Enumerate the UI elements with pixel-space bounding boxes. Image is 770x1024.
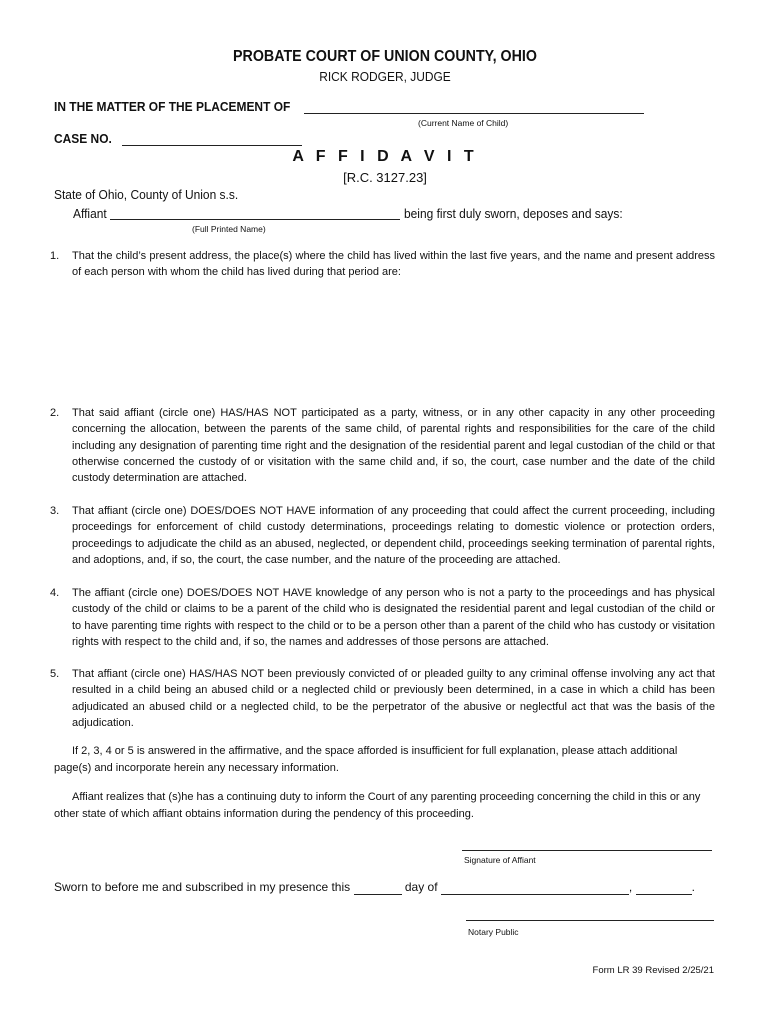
full-name-caption: (Full Printed Name) (192, 224, 266, 234)
item-text: That affiant (circle one) DOES/DOES NOT HAVE information of any proceeding that could affect the current proceeding, including proceedings for enforcement of child custody determinations, proceedings relating to domestic violence or protection orders, proceedings to adjudicate the child as an abused, neglected, or dependent child, proceedings seeking termination of parental rights, and adoptions, and, if so, the court, the case number, and the nature of the proceeding are attached. (72, 505, 715, 566)
item-number: 2. (50, 407, 60, 419)
child-name-field[interactable] (304, 113, 644, 114)
venue-line: State of Ohio, County of Union s.s. (54, 187, 239, 202)
item-4 (50, 585, 715, 650)
item-2 (50, 405, 715, 486)
court-name: PROBATE COURT OF UNION COUNTY, OHIO (233, 48, 537, 65)
additional-pages-paragraph: If 2, 3, 4 or 5 is answered in the affirmative, and the space afforded is insufficient for full explanation, please attach additional page(s) and incorporate herein any necessary information. (54, 745, 678, 774)
item-number: 3. (50, 505, 60, 517)
affiant-name-field[interactable] (110, 219, 400, 220)
case-no-label: CASE NO. (54, 131, 112, 146)
item-text: That the child’s present address, the place(s) where the child has lived within the last five years, and the name and present address of each person with whom the child has lived during that period are: (72, 250, 715, 279)
day-field[interactable] (354, 880, 402, 895)
sworn-statement: being first duly sworn, deposes and says: (404, 206, 623, 221)
item-number: 4. (50, 587, 60, 599)
judge-name: RICK RODGER, JUDGE (319, 69, 451, 84)
period: . (691, 880, 695, 894)
day-of-label: day of (404, 880, 438, 894)
child-name-caption: (Current Name of Child) (418, 118, 509, 128)
form-number: Form LR 39 Revised 2/25/21 (592, 965, 714, 976)
case-no-field[interactable] (122, 145, 302, 146)
affiant-label: Affiant (73, 206, 107, 221)
item-3 (50, 503, 715, 568)
notary-signature-line[interactable] (466, 920, 714, 921)
sworn-prefix: Sworn to before me and subscribed in my presence this (54, 880, 351, 894)
item-text: That affiant (circle one) HAS/HAS NOT been previously convicted of or pleaded guilty to any criminal offense involving any act that resulted in a child being an abused child or a neglected child or previously been determined, in a case in which a child has been adjudicated an abused child or a neglected child, to be the perpetrator of the abusive or neglectful act that was the basis of the adjudication. (72, 668, 715, 729)
item-text: That said affiant (circle one) HAS/HAS NOT participated as a party, witness, or in any other capacity in any other proceeding concerning the allocation, between the parents of the same child, of parental rights and responsibilities for the care of the child including any designation of parenting time right and the designation of the residential parent and legal custodian of the child or that otherwise concerned the custody of or visitation with the same child and, if so, the court, case number and the date of the child custody determination are attached. (72, 407, 715, 485)
comma: , (628, 880, 633, 894)
item-number: 5. (50, 668, 60, 680)
signature-caption: Signature of Affiant (464, 855, 536, 865)
item-1 (50, 248, 715, 281)
item-5 (50, 666, 715, 731)
affidavit-title: A F F I D A V I T (292, 148, 478, 165)
statute-reference: [R.C. 3127.23] (343, 170, 427, 185)
item-text: The affiant (circle one) DOES/DOES NOT HAVE knowledge of any person who is not a party to the proceedings and has physical custody of the child or claims to be a parent of the child who is designated the residential parent and legal custodian of the child or to have parenting time rights with respect to the child or to be a person other than a parent of the child who has custody or visitation rights with respect to the child and, if so, the names and addresses of those persons are attached. (72, 587, 715, 648)
continuing-duty-paragraph: Affiant realizes that (s)he has a continuing duty to inform the Court of any parenting proceeding concerning the child in this or any other state of which affiant obtains information during the pendency of this proceeding. (54, 791, 701, 820)
item-number: 1. (50, 250, 60, 262)
affiant-signature-line[interactable] (462, 850, 712, 851)
matter-label: IN THE MATTER OF THE PLACEMENT OF (54, 99, 291, 114)
item-1-response-area[interactable] (72, 290, 712, 395)
notary-caption: Notary Public (468, 927, 519, 937)
month-field[interactable] (441, 880, 629, 895)
year-field[interactable] (636, 880, 692, 895)
sworn-subscribed-line (54, 880, 695, 895)
